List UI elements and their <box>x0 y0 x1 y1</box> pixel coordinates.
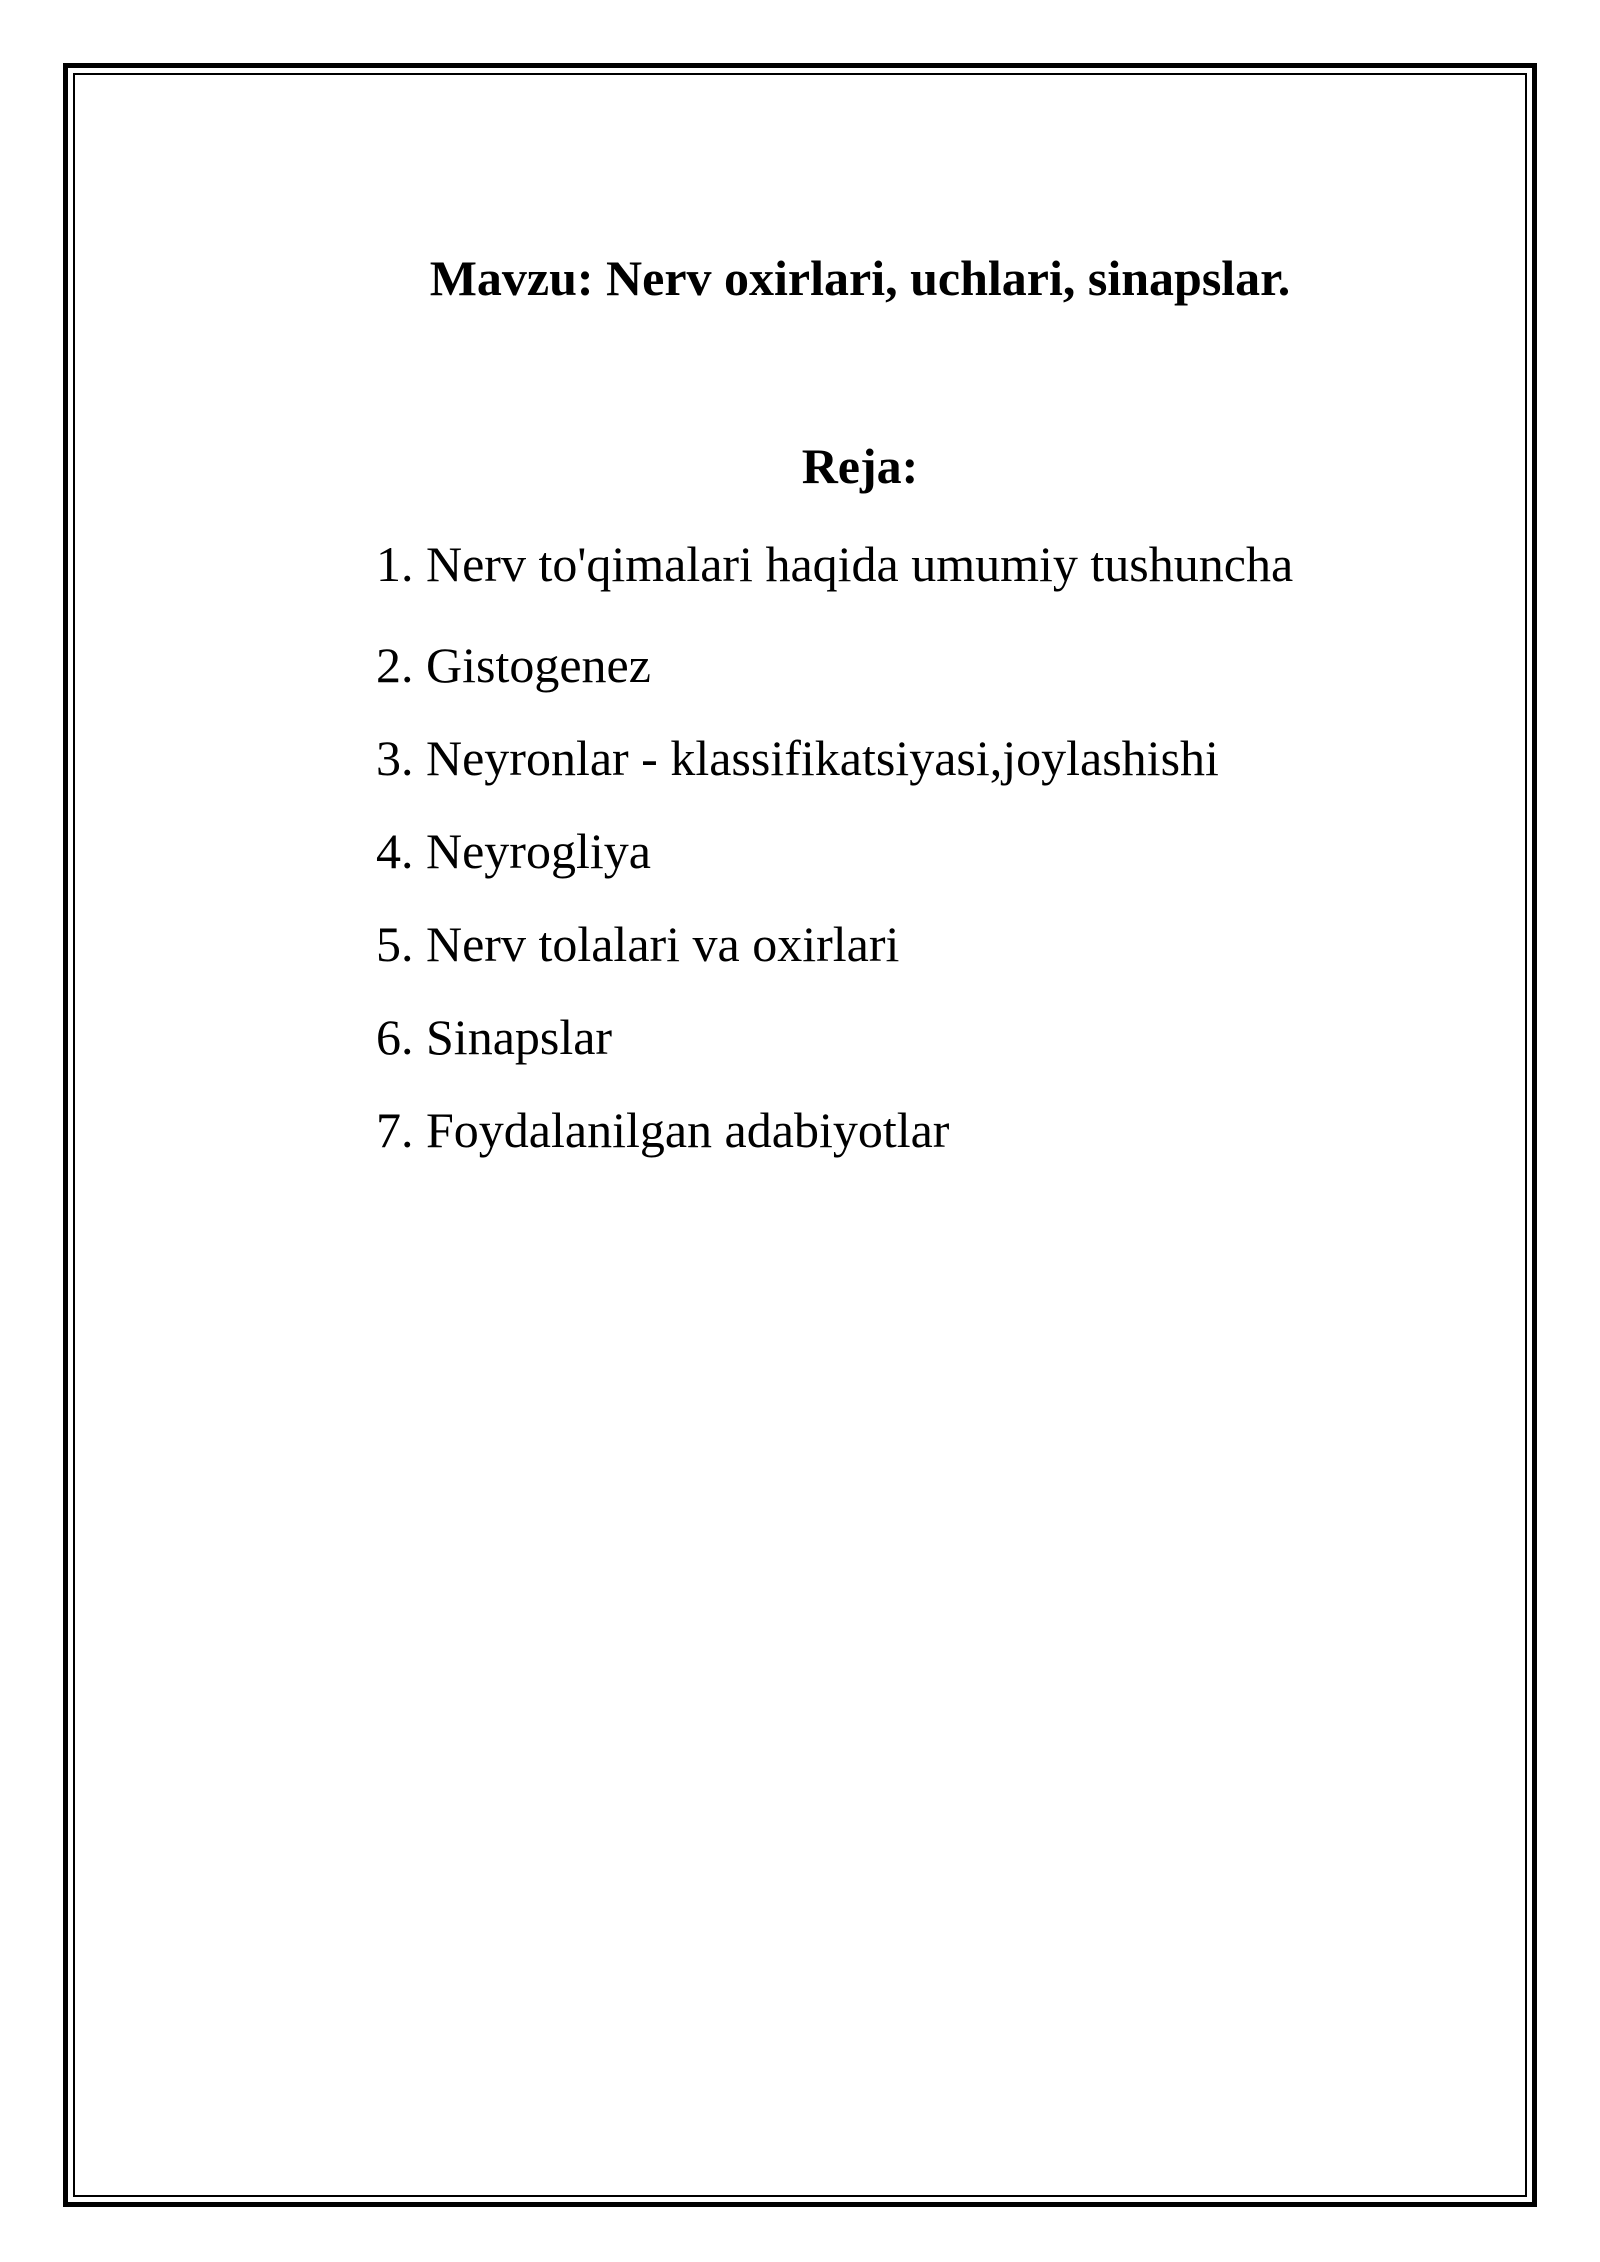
plan-item: 1. Nerv to'qimalari haqida umumiy tushuncha <box>376 536 1294 592</box>
document-title: Mavzu: Nerv oxirlari, uchlari, sinapslar. <box>429 250 1291 306</box>
plan-item: 6. Sinapslar <box>376 1009 613 1065</box>
plan-list <box>376 536 1293 1195</box>
plan-item: 7. Foydalanilgan adabiyotlar <box>376 1102 950 1158</box>
plan-item: 5. Nerv tolalari va oxirlari <box>376 916 900 972</box>
plan-heading: Reja: <box>801 438 919 494</box>
plan-item: 3. Neyronlar - klassifikatsiyasi,joylashishi <box>376 730 1219 786</box>
plan-item: 2. Gistogenez <box>376 637 651 693</box>
plan-item: 4. Neyrogliya <box>376 823 651 879</box>
